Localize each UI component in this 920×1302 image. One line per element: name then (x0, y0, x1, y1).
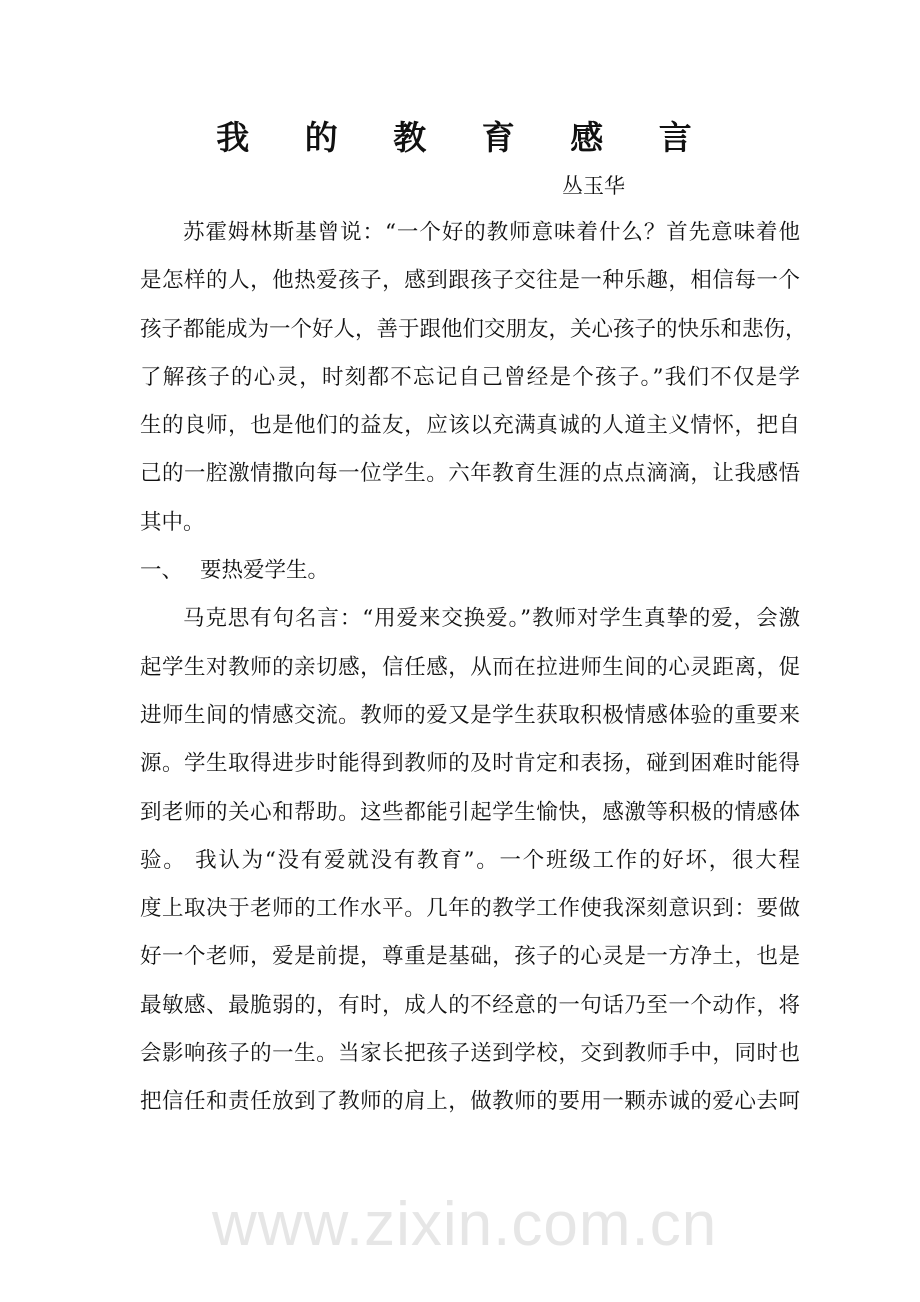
text-line: 好一个老师，爱是前提，尊重是基础，孩子的心灵是一方净土，也是 (140, 944, 800, 970)
paragraph (140, 218, 807, 556)
text-line: 起学生对教师的亲切感，信任感，从而在拉进师生间的心灵距离，促 (140, 654, 800, 680)
text-line: 度上取决于老师的工作水平。几年的教学工作使我深刻意识到：要做 (140, 896, 800, 922)
text-line: 其中。 (140, 509, 205, 535)
text-line: 是怎样的人，他热爱孩子，感到跟孩子交往是一种乐趣，相信每一个 (140, 268, 800, 294)
section-number: 一、 (140, 558, 184, 584)
section-heading (140, 556, 800, 604)
document-body (140, 218, 807, 1136)
document-title: 我 的 教 育 感 言 (216, 118, 714, 157)
author-name: 丛玉华 (562, 174, 625, 198)
text-line: 马克思有句名言：“用爱来交换爱。”教师对学生真挚的爱，会激 (183, 606, 800, 632)
watermark: www.zixin.com.cn (212, 1190, 718, 1259)
text-line: 己的一腔激情撒向每一位学生。六年教育生涯的点点滴滴，让我感悟 (140, 461, 800, 487)
text-line: 会影响孩子的一生。当家长把孩子送到学校，交到教师手中，同时也 (140, 1041, 800, 1067)
text-line: 到老师的关心和帮助。这些都能引起学生愉快，感激等积极的情感体 (140, 799, 800, 825)
text-line: 源。学生取得进步时能得到教师的及时肯定和表扬，碰到困难时能得 (140, 751, 800, 777)
text-line: 最敏感、最脆弱的，有时，成人的不经意的一句话乃至一个动作，将 (140, 992, 800, 1018)
section-title: 要热爱学生。 (200, 558, 330, 584)
text-line: 苏霍姆林斯基曾说：“一个好的教师意味着什么？首先意味着他 (183, 220, 800, 245)
text-line: 孩子都能成为一个好人，善于跟他们交朋友，关心孩子的快乐和悲伤， (140, 316, 807, 342)
paragraph (140, 604, 800, 1135)
text-line: 生的良师，也是他们的益友，应该以充满真诚的人道主义情怀，把自 (140, 413, 800, 439)
text-line: 进师生间的情感交流。教师的爱又是学生获取积极情感体验的重要来 (140, 702, 800, 728)
text-line: 验。 我认为“没有爱就没有教育”。一个班级工作的好坏，很大程 (140, 847, 800, 873)
text-line: 把信任和责任放到了教师的肩上，做教师的要用一颗赤诚的爱心去呵 (140, 1089, 800, 1115)
text-line: 了解孩子的心灵，时刻都不忘记自己曾经是个孩子。”我们不仅是学 (140, 364, 800, 390)
